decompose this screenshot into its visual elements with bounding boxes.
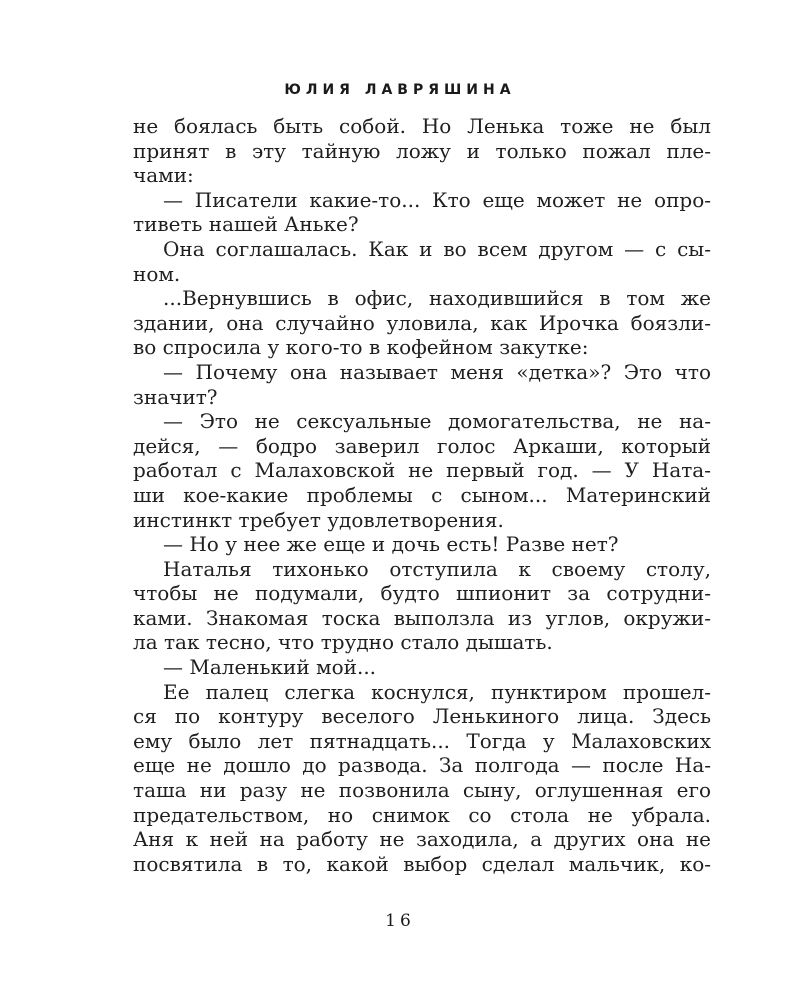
text-line: — Маленький мой... bbox=[163, 655, 377, 680]
text-line: не боялась быть собой. Но Ленька тоже не был bbox=[133, 114, 711, 138]
text-line: дейся, — бодро заверил голос Аркаши, который bbox=[133, 433, 711, 458]
text-line: значит? bbox=[133, 384, 218, 409]
text-line: Аня к ней на работу не заходила, а других она не bbox=[133, 827, 711, 852]
text-line: ему было лет пятнадцать... Тогда у Малаховских bbox=[133, 728, 711, 753]
text-line: инстинкт требует удовлетворения. bbox=[133, 507, 504, 532]
page-number: 16 bbox=[385, 911, 415, 931]
text-line: ...Вернувшись в офис, находившийся в том же bbox=[163, 286, 711, 311]
text-line: Наталья тихонько отступила к своему столу, bbox=[163, 556, 711, 581]
text-line: Она соглашалась. Как и во всем другом — с сы- bbox=[163, 236, 711, 261]
text-line: Ее палец слегка коснулся, пунктиром прошел- bbox=[163, 679, 711, 704]
text-line: ном. bbox=[133, 261, 181, 286]
running-head-author: ЮЛИЯ ЛАВРЯШИНА bbox=[284, 82, 516, 98]
text-line: ся по контуру веселого Ленькиного лица. Здесь bbox=[133, 704, 711, 729]
body-text bbox=[133, 114, 711, 876]
text-line: — Почему она называет меня «детка»? Это что bbox=[163, 359, 711, 384]
text-line: ками. Знакомая тоска выползла из углов, окружи- bbox=[133, 605, 711, 630]
text-line: чами: bbox=[133, 163, 194, 188]
text-line: предательством, но снимок со стола не убрала. bbox=[133, 802, 711, 827]
text-line: еще не дошло до развода. За полгода — после На- bbox=[133, 753, 711, 778]
text-line: — Писатели какие-то... Кто еще может не опро- bbox=[163, 187, 711, 212]
text-line: здании, она случайно уловила, как Ирочка боязли- bbox=[133, 310, 711, 335]
text-line: работал с Малаховской не первый год. — У Ната- bbox=[133, 458, 711, 483]
text-line: посвятила в то, какой выбор сделал мальчик, ко- bbox=[133, 851, 711, 876]
text-line: таша ни разу не позвонила сыну, оглушенная его bbox=[133, 778, 711, 803]
text-line: — Но у нее же еще и дочь есть! Разве нет? bbox=[163, 532, 619, 557]
text-line: принят в эту тайную ложу и только пожал пле- bbox=[133, 138, 711, 163]
text-line: — Это не сексуальные домогательства, не на- bbox=[163, 409, 711, 434]
text-line: ла так тесно, что трудно стало дышать. bbox=[133, 630, 553, 655]
text-line: во спросила у кого-то в кофейном закутке: bbox=[133, 335, 589, 360]
text-line: ши кое-какие проблемы с сыном... Материнский bbox=[133, 482, 711, 507]
text-line: тиветь нашей Аньке? bbox=[133, 212, 359, 237]
text-line: чтобы не подумали, будто шпионит за сотрудни- bbox=[133, 581, 711, 606]
